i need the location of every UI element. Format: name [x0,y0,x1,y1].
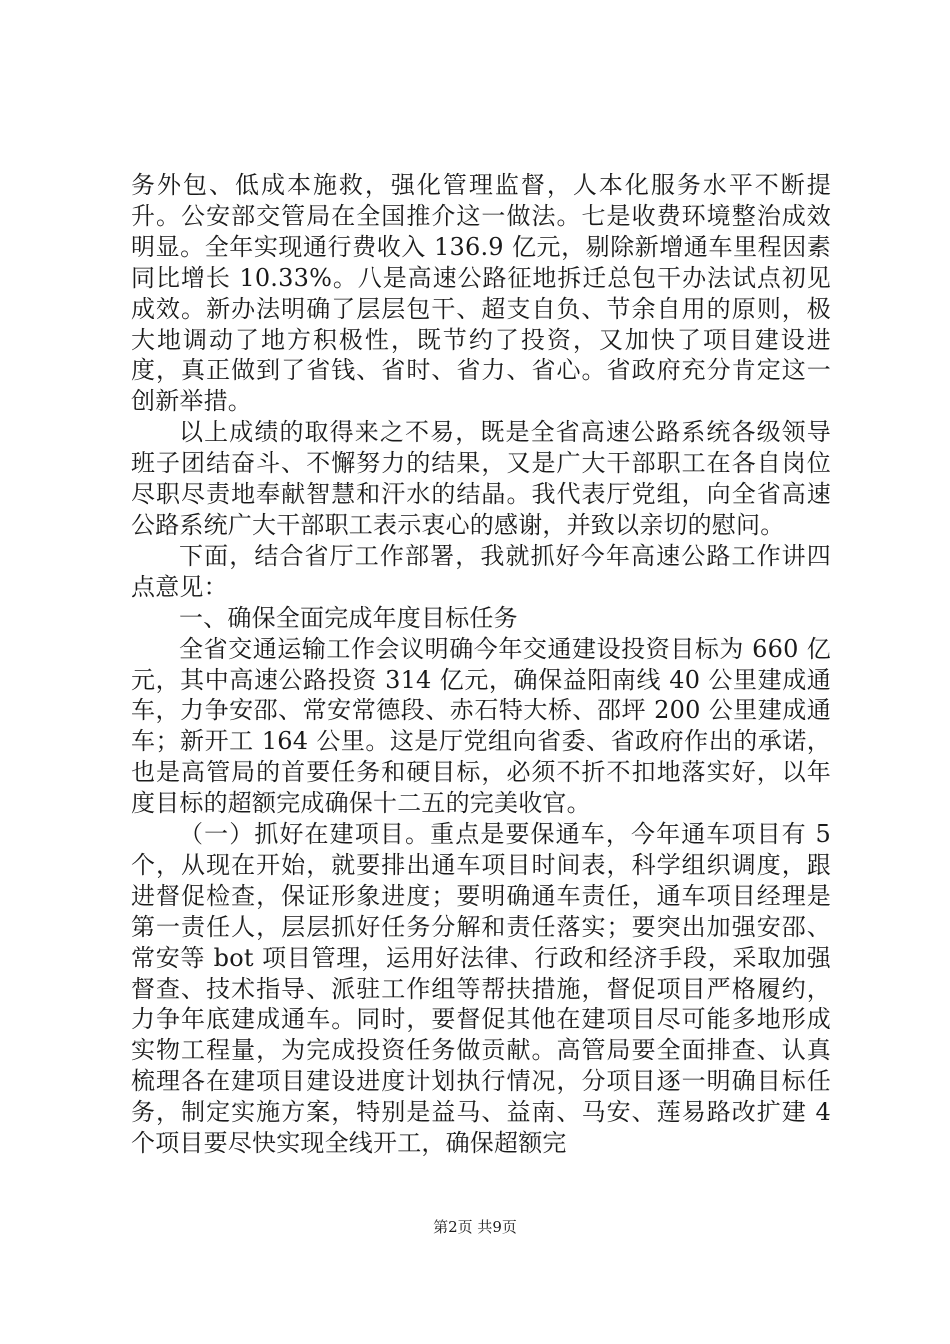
page-footer: 第2页 共9页 [433,1218,517,1236]
section-heading: 一、确保全面完成年度目标任务 [179,603,518,632]
paragraph: 下面，结合省厅工作部署，我就抓好今年高速公路工作讲四点意见： [131,541,831,601]
paragraph: （一）抓好在建项目。重点是要保通车，今年通车项目有 5 个，从现在开始，就要排出通车项目时间表，科学组织调度，跟进督促检查，保证形象进度；要明确通车责任，通车项目经理是第一责任人，层层抓好任务分解和责任落实；要突出加强安邵、常安等 bot 项目管理，运用好法律、行政和经济手段，采取加强督查、技术指导、派驻工作组等帮扶措施，督促项目严格履约，力争年底建成通车。同时，要督促其他在建项目尽可能多地形成实物工程量，为完成投资任务做贡献。高管局要全面排查、认真梳理各在建项目建设进度计划执行情况，分项目逐一明确目标任务，制定实施方案，特别是益马、益南、马安、莲易路改扩建 4 个项目要尽快实现全线开工，确保超额完 [131,820,831,1158]
paragraph: 务外包、低成本施救，强化管理监督，人本化服务水平不断提升。公安部交管局在全国推介这一做法。七是收费环境整治成效明显。全年实现通行费收入 136.9 亿元，剔除新增通车里程因素同比增长 10.33%。八是高速公路征地拆迁总包干办法试点初见成效。新办法明确了层层包干、超支自负、节余自用的原则，极大地调动了地方积极性，既节约了投资，又加快了项目建设进度，真正做到了省钱、省时、省力、省心。省政府充分肯定这一创新举措。 [131,171,831,416]
paragraph: 以上成绩的取得来之不易，既是全省高速公路系统各级领导班子团结奋斗、不懈努力的结果，又是广大干部职工在各自岗位尽职尽责地奉献智慧和汗水的结晶。我代表厅党组，向全省高速公路系统广大干部职工表示衷心的感谢，并致以亲切的慰问。 [131,418,831,539]
document-body [131,170,831,1159]
paragraph: 全省交通运输工作会议明确今年交通建设投资目标为 660 亿元，其中高速公路投资 314 亿元，确保益阳南线 40 公里建成通车，力争安邵、常安常德段、赤石特大桥、邵坪 200 公里建成通车；新开工 164 公里。这是厅党组向省委、省政府作出的承诺，也是高管局的首要任务和硬目标，必须不折不扣地落实好，以年度目标的超额完成确保十二五的完美收官。 [131,634,831,818]
